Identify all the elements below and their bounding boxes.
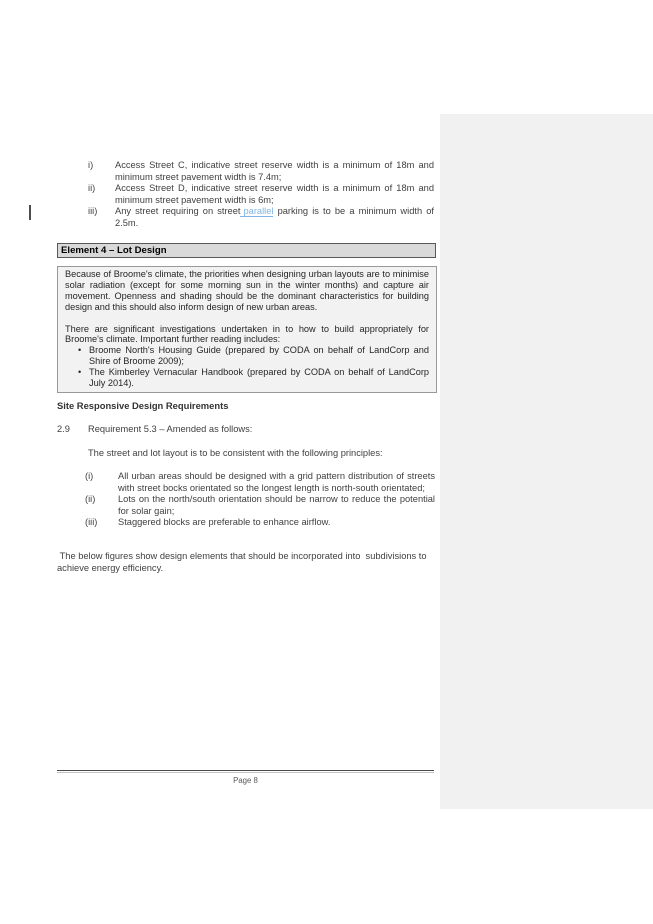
principles-lead-in: The street and lot layout is to be consistent with the following principles: <box>88 448 383 458</box>
page-number: Page 8 <box>233 776 258 785</box>
list-item-number: iii) <box>88 206 98 217</box>
principle-text: Staggered blocks are preferable to enhance airflow. <box>118 517 331 527</box>
list-item-text: Access Street D, indicative street reserve width is a minimum of 18m and minimum street pavement width is 6m; <box>115 183 434 205</box>
info-box-paragraph-1: Because of Broome's climate, the priorities when designing urban layouts are to minimise solar radiation (except for some morning sun in the winter months) and capture air movement. Openness and shading should be the dominant characteristics for building design and this should also inform design of new urban areas. <box>65 269 429 312</box>
climate-info-box <box>57 266 437 393</box>
clause-number: 2.9 <box>57 424 70 434</box>
clause-2-9 <box>57 424 435 434</box>
list-item <box>57 206 434 229</box>
list-item-text-after: parking is to be a minimum width of 2.5m. <box>115 206 434 228</box>
bullet-icon: • <box>78 367 82 378</box>
list-item-number: ii) <box>88 183 96 194</box>
bullet-text: Broome North's Housing Guide (prepared by CODA on behalf of LandCorp and Shire of Broome 2009); <box>89 345 429 367</box>
info-box-paragraph-2: There are significant investigations undertaken in to how to build appropriately for Broome's climate. Important further reading includes: <box>65 323 429 345</box>
list-item-text-before: Any street requiring on street <box>115 206 241 217</box>
bullet-text: The Kimberley Vernacular Handbook (prepared by CODA on behalf of LandCorp July 2014). <box>89 367 429 389</box>
footer-divider <box>57 770 434 773</box>
principle-number: (iii) <box>85 517 98 527</box>
bullet-item <box>65 345 429 367</box>
closing-paragraph: The below figures show design elements that should be incorporated into subdivisions to achieve energy efficiency. <box>57 551 430 573</box>
principle-item <box>57 494 435 517</box>
list-item-text <box>115 206 434 229</box>
bullet-item <box>65 367 429 389</box>
list-item-text: Access Street C, indicative street reserve width is a minimum of 18m and minimum street pavement width is 7.4m; <box>115 160 434 182</box>
principles-list <box>57 471 435 529</box>
element-4-header-title: Element 4 – Lot Design <box>61 245 167 256</box>
section-heading: Site Responsive Design Requirements <box>57 400 229 411</box>
element-4-header <box>57 243 436 258</box>
principle-item <box>57 471 435 494</box>
principle-text: All urban areas should be designed with a grid pattern distribution of streets with street bocks orientated so the longest length is north-south orientated; <box>118 471 435 493</box>
blank-line <box>65 313 429 324</box>
list-item <box>57 160 434 183</box>
inserted-tracked-text: parallel <box>240 206 273 217</box>
principle-item <box>57 517 435 529</box>
clause-text: Requirement 5.3 – Amended as follows: <box>88 424 253 434</box>
bullet-icon: • <box>78 345 82 356</box>
street-requirements-list <box>57 160 434 230</box>
principle-number: (i) <box>85 471 94 481</box>
principle-text: Lots on the north/south orientation should be narrow to reduce the potential for solar gain; <box>118 494 435 516</box>
tracked-change-bar <box>29 205 31 220</box>
list-item <box>57 183 434 206</box>
list-item-number: i) <box>88 160 94 170</box>
right-margin-panel <box>440 114 653 809</box>
principle-number: (ii) <box>85 494 96 504</box>
